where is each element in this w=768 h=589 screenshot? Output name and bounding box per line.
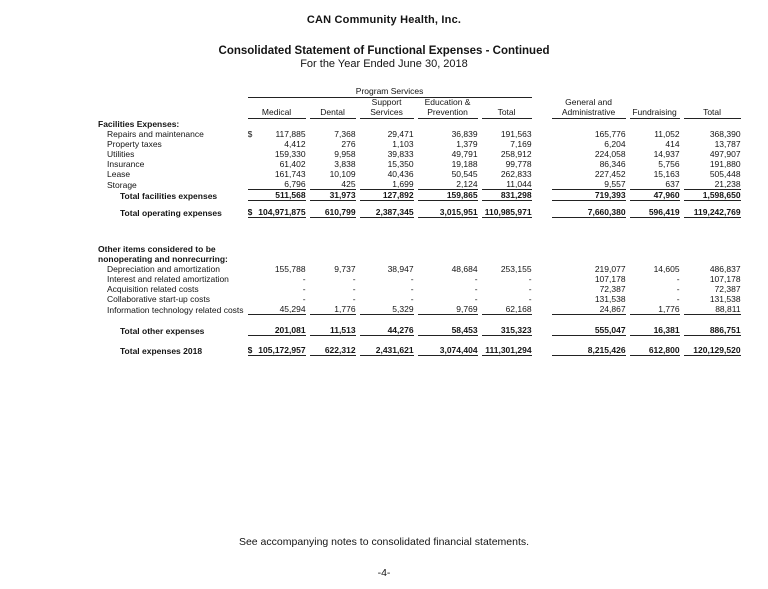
money-cell: 3,838 <box>334 159 356 169</box>
money-cell: 1,699 <box>360 179 414 190</box>
row-label: Depreciation and amortization <box>107 264 220 274</box>
table-row-insurance <box>98 159 741 169</box>
money-cell: 45,294 <box>248 304 306 315</box>
row-label: Lease <box>107 169 131 179</box>
money-cell: 191,563 <box>500 129 532 139</box>
money-cell: 7,169 <box>510 139 532 149</box>
money-cell: 622,312 <box>310 336 356 356</box>
page-number: -4- <box>377 567 391 579</box>
money-cell: 107,178 <box>594 274 626 284</box>
table-row-acquisition-costs <box>98 284 741 294</box>
spacer-cell <box>536 264 548 274</box>
column-header-dental: Dental <box>310 98 356 119</box>
money-cell: 5,329 <box>360 304 414 315</box>
money-cell: 425 <box>310 179 356 190</box>
column-header-medical: Medical <box>248 98 306 119</box>
dollar-sign: $ <box>247 207 253 217</box>
spacer-cell <box>536 139 548 149</box>
column-header-row <box>98 98 741 119</box>
money-cell: 36,839 <box>451 129 478 139</box>
money-cell: - <box>352 274 356 284</box>
table-row-total-operating-expenses <box>98 201 741 218</box>
table-row-total-other-expenses <box>98 315 741 336</box>
group-header-row <box>98 86 741 98</box>
money-cell: 1,776 <box>310 304 356 315</box>
money-cell: 9,769 <box>418 304 478 315</box>
money-value: 117,885 <box>275 129 306 139</box>
row-label: Collaborative start-up costs <box>107 294 210 304</box>
spacer-cell <box>536 190 548 201</box>
money-cell: 637 <box>630 179 680 190</box>
table-row-repairs-maintenance <box>98 129 741 139</box>
row-label: Repairs and maintenance <box>107 129 204 139</box>
spacer-cell <box>536 149 548 159</box>
money-cell: 49,791 <box>451 149 478 159</box>
section-row-other-items-line1 <box>98 218 741 254</box>
row-label: Total expenses 2018 <box>120 346 203 356</box>
money-cell: - <box>352 294 356 304</box>
table-row-collaborative-startup-costs <box>98 294 741 304</box>
money-cell <box>248 201 306 218</box>
money-cell: 2,387,345 <box>360 201 414 218</box>
money-cell: 62,168 <box>482 304 532 315</box>
column-header-general-administrative: General and Administrative <box>552 98 626 119</box>
spacer-cell <box>630 86 680 98</box>
money-cell: 86,346 <box>599 159 626 169</box>
money-cell: - <box>676 294 680 304</box>
money-cell: 9,958 <box>334 149 356 159</box>
row-label: Acquisition related costs <box>107 284 199 294</box>
money-cell: 16,381 <box>630 315 680 336</box>
spacer-cell <box>536 315 548 336</box>
statement-title: Consolidated Statement of Functional Expenses - Continued <box>218 45 550 57</box>
money-cell: - <box>302 294 306 304</box>
functional-expenses-table <box>94 86 745 356</box>
table-row-interest-amortization <box>98 274 741 284</box>
section-label: Facilities Expenses: <box>98 119 180 129</box>
money-cell: 21,238 <box>684 179 741 190</box>
spacer-cell <box>536 98 548 119</box>
money-cell: 11,052 <box>654 129 680 139</box>
money-cell: 31,973 <box>310 190 356 201</box>
money-cell: - <box>302 284 306 294</box>
money-cell: 10,109 <box>329 169 356 179</box>
money-cell: 107,178 <box>709 274 741 284</box>
money-cell: 831,298 <box>482 190 532 201</box>
money-cell: - <box>410 284 414 294</box>
money-cell: 58,453 <box>418 315 478 336</box>
row-label: Interest and related amortization <box>107 274 229 284</box>
money-cell <box>248 129 306 139</box>
money-cell: - <box>410 294 414 304</box>
money-cell: 72,387 <box>599 284 626 294</box>
money-cell: 11,044 <box>482 179 532 190</box>
column-header-grand-total: Total <box>684 98 741 119</box>
money-cell: 9,557 <box>552 179 626 190</box>
money-cell: 48,684 <box>451 264 478 274</box>
row-label: Total facilities expenses <box>120 191 218 201</box>
money-cell: 555,047 <box>552 315 626 336</box>
money-cell: 9,737 <box>334 264 356 274</box>
dollar-sign: $ <box>247 345 253 355</box>
money-cell: 61,402 <box>279 159 306 169</box>
row-label: Total operating expenses <box>120 208 222 218</box>
spacer-cell <box>536 336 548 356</box>
money-cell: 155,788 <box>274 264 306 274</box>
money-cell: 15,163 <box>653 169 680 179</box>
money-cell: 44,276 <box>360 315 414 336</box>
money-cell: - <box>302 274 306 284</box>
money-cell: 50,545 <box>451 169 478 179</box>
money-cell: 3,015,951 <box>418 201 478 218</box>
table-row-storage <box>98 179 741 190</box>
money-cell: 14,937 <box>653 149 680 159</box>
money-cell: 127,892 <box>360 190 414 201</box>
money-cell <box>248 336 306 356</box>
money-cell: - <box>474 284 478 294</box>
money-cell: 47,960 <box>630 190 680 201</box>
row-label: Utilities <box>107 149 135 159</box>
money-cell: 224,058 <box>594 149 626 159</box>
dollar-sign: $ <box>247 129 253 139</box>
money-cell: 165,776 <box>594 129 626 139</box>
money-cell: - <box>474 274 478 284</box>
row-label: Insurance <box>107 159 145 169</box>
money-cell: 1,598,650 <box>684 190 741 201</box>
money-cell: 511,568 <box>248 190 306 201</box>
spacer-cell <box>536 159 548 169</box>
money-cell: 5,756 <box>658 159 680 169</box>
spacer-cell <box>536 294 548 304</box>
column-header-education-prevention: Education & Prevention <box>418 98 478 119</box>
section-row-facilities-expenses <box>98 119 741 129</box>
table-row-information-technology-costs <box>98 304 741 315</box>
money-cell: 486,837 <box>709 264 741 274</box>
money-cell: - <box>528 284 532 294</box>
money-cell: 11,513 <box>310 315 356 336</box>
money-cell: 161,743 <box>274 169 306 179</box>
money-cell: 131,538 <box>709 294 741 304</box>
table-row-total-facilities-expenses <box>98 190 741 201</box>
table-row-lease <box>98 169 741 179</box>
money-value: 104,971,875 <box>258 207 306 217</box>
money-cell: 1,776 <box>630 304 680 315</box>
money-cell: 4,412 <box>284 139 306 149</box>
money-cell: 24,867 <box>552 304 626 315</box>
section-label: Other items considered to be <box>98 244 216 254</box>
money-cell: 99,778 <box>505 159 532 169</box>
table-row-utilities <box>98 149 741 159</box>
money-cell: 276 <box>341 139 356 149</box>
column-header-support-services: Support Services <box>360 98 414 119</box>
money-cell: 886,751 <box>684 315 741 336</box>
money-cell: 414 <box>665 139 680 149</box>
spacer-cell <box>684 86 741 98</box>
money-cell: - <box>528 274 532 284</box>
row-label: Storage <box>107 180 137 190</box>
money-cell: 227,452 <box>594 169 626 179</box>
spacer-cell <box>536 86 548 98</box>
money-cell: 8,215,426 <box>552 336 626 356</box>
money-cell: 72,387 <box>714 284 741 294</box>
org-name: CAN Community Health, Inc. <box>306 14 462 26</box>
money-cell: 1,379 <box>456 139 478 149</box>
money-cell: 2,124 <box>418 179 478 190</box>
money-cell: 88,811 <box>684 304 741 315</box>
money-cell: 15,350 <box>387 159 414 169</box>
table-row-total-expenses-2018 <box>98 336 741 356</box>
spacer-cell <box>98 98 244 119</box>
money-cell: 262,833 <box>500 169 532 179</box>
money-cell: 6,204 <box>604 139 626 149</box>
money-cell: 14,605 <box>653 264 680 274</box>
money-cell: 219,077 <box>594 264 626 274</box>
money-cell: 253,155 <box>500 264 532 274</box>
spacer-cell <box>536 274 548 284</box>
money-cell: 120,129,520 <box>684 336 741 356</box>
money-cell: 368,390 <box>709 129 741 139</box>
money-cell: 505,448 <box>709 169 741 179</box>
money-cell: 497,907 <box>709 149 741 159</box>
money-cell: 6,796 <box>248 179 306 190</box>
money-cell: - <box>676 274 680 284</box>
money-cell: 131,538 <box>594 294 626 304</box>
money-cell: 110,985,971 <box>482 201 532 218</box>
money-cell: 19,188 <box>451 159 478 169</box>
row-label: Total other expenses <box>120 326 205 336</box>
spacer-cell <box>536 179 548 190</box>
money-cell: - <box>410 274 414 284</box>
money-cell: 596,419 <box>630 201 680 218</box>
group-header-program-services: Program Services <box>248 86 532 98</box>
money-cell: 40,436 <box>387 169 414 179</box>
column-header-program-total: Total <box>482 98 532 119</box>
money-cell: 719,393 <box>552 190 626 201</box>
money-cell: 13,787 <box>714 139 741 149</box>
statement-period: For the Year Ended June 30, 2018 <box>300 58 468 70</box>
money-cell: 258,912 <box>500 149 532 159</box>
money-cell: 39,833 <box>387 149 414 159</box>
money-cell: 612,800 <box>630 336 680 356</box>
money-cell: 38,947 <box>387 264 414 274</box>
money-cell: 2,431,621 <box>360 336 414 356</box>
money-cell: 3,074,404 <box>418 336 478 356</box>
money-cell: 315,323 <box>482 315 532 336</box>
money-cell: 7,368 <box>334 129 356 139</box>
spacer-cell <box>536 201 548 218</box>
money-value: 105,172,957 <box>258 345 306 355</box>
money-cell: - <box>528 294 532 304</box>
section-label: nonoperating and nonrecurring: <box>98 254 228 264</box>
money-cell: 159,865 <box>418 190 478 201</box>
row-label: Property taxes <box>107 139 162 149</box>
spacer-cell <box>552 86 626 98</box>
money-cell: - <box>676 284 680 294</box>
money-cell: 201,081 <box>248 315 306 336</box>
money-cell: 29,471 <box>387 129 414 139</box>
row-label: Information technology related costs <box>107 305 244 315</box>
money-cell: 119,242,769 <box>684 201 741 218</box>
money-cell: 159,330 <box>274 149 306 159</box>
footer-note: See accompanying notes to consolidated financial statements. <box>238 536 530 548</box>
table-row-property-taxes <box>98 139 741 149</box>
table-row-depreciation-amortization <box>98 264 741 274</box>
spacer-cell <box>536 129 548 139</box>
spacer-cell <box>98 86 244 98</box>
money-cell: 191,880 <box>709 159 741 169</box>
money-cell: - <box>474 294 478 304</box>
money-cell: 111,301,294 <box>482 336 532 356</box>
money-cell: 610,799 <box>310 201 356 218</box>
section-row-other-items-line2 <box>98 254 741 264</box>
column-header-fundraising: Fundraising <box>630 98 680 119</box>
money-cell: 7,660,380 <box>552 201 626 218</box>
spacer-cell <box>536 169 548 179</box>
money-cell: - <box>352 284 356 294</box>
spacer-cell <box>536 304 548 315</box>
spacer-cell <box>536 284 548 294</box>
money-cell: 1,103 <box>392 139 414 149</box>
